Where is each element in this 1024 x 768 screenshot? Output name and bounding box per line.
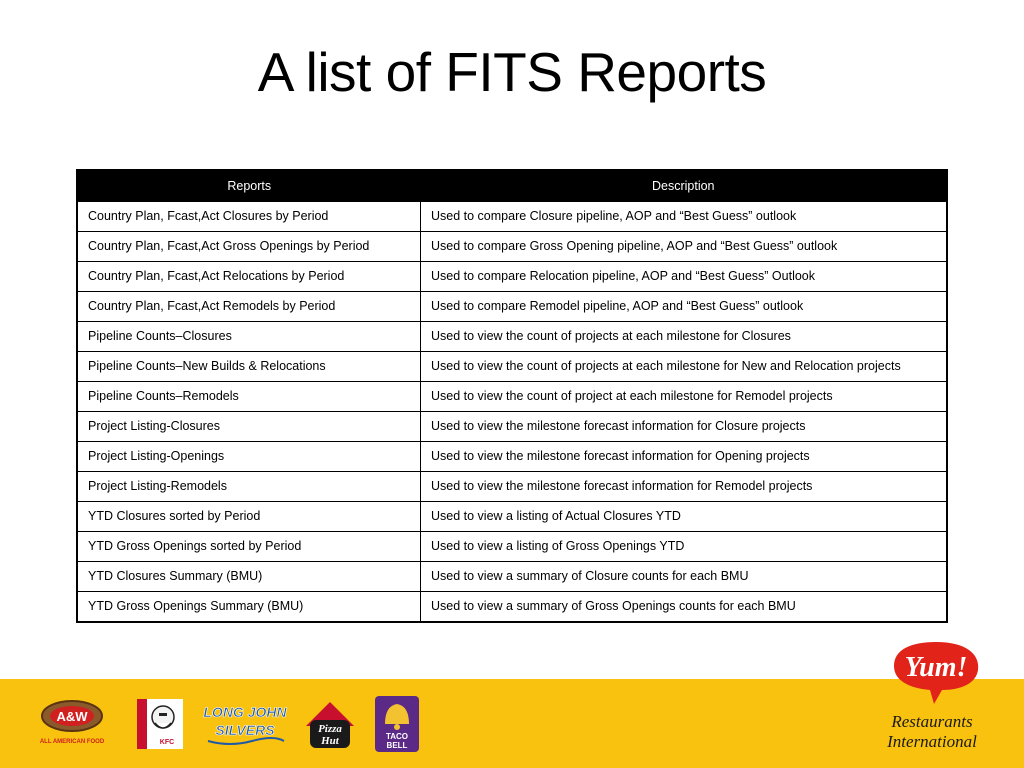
kfc-logo-stripe	[137, 699, 147, 749]
table-row	[77, 472, 947, 502]
aw-logo-subtext: ALL AMERICAN FOOD	[39, 739, 105, 745]
report-description: Used to view the count of project at each milestone for Remodel projects	[421, 382, 948, 412]
report-description: Used to view a listing of Actual Closures YTD	[421, 502, 948, 532]
report-description: Used to compare Closure pipeline, AOP and “Best Guess” outlook	[421, 202, 948, 232]
kfc-logo	[137, 699, 183, 749]
yum-caption-line1: Restaurants	[891, 712, 973, 731]
report-description: Used to compare Remodel pipeline, AOP and “Best Guess” outlook	[421, 292, 948, 322]
report-name: Country Plan, Fcast,Act Gross Openings by Period	[77, 232, 421, 262]
report-name: Country Plan, Fcast,Act Remodels by Period	[77, 292, 421, 322]
report-name: Pipeline Counts–New Builds & Relocations	[77, 352, 421, 382]
report-description: Used to view a listing of Gross Openings YTD	[421, 532, 948, 562]
ljs-logo-line2: SILVERS	[215, 722, 275, 738]
report-description: Used to view the milestone forecast information for Remodel projects	[421, 472, 948, 502]
kfc-colonel-glasses	[159, 713, 167, 716]
table-row	[77, 262, 947, 292]
ljs-wave-icon	[208, 738, 284, 744]
aw-logo	[30, 696, 120, 748]
report-description: Used to view the milestone forecast information for Opening projects	[421, 442, 948, 472]
pizza-hut-logo	[302, 696, 358, 752]
table-row	[77, 352, 947, 382]
table-row	[77, 592, 947, 623]
table-row	[77, 292, 947, 322]
report-name: Pipeline Counts–Closures	[77, 322, 421, 352]
table-row	[77, 442, 947, 472]
aw-logo-text: A&W	[56, 709, 88, 724]
report-description: Used to view a summary of Gross Openings counts for each BMU	[421, 592, 948, 623]
report-name: Country Plan, Fcast,Act Relocations by Period	[77, 262, 421, 292]
pizza-hut-line1: Pizza	[318, 723, 342, 735]
taco-bell-line1: TACO	[385, 732, 409, 741]
report-name: YTD Gross Openings sorted by Period	[77, 532, 421, 562]
table-row	[77, 232, 947, 262]
report-name: YTD Closures Summary (BMU)	[77, 562, 421, 592]
report-name: Pipeline Counts–Remodels	[77, 382, 421, 412]
column-header-reports: Reports	[77, 170, 421, 202]
yum-caption-line2: International	[887, 732, 977, 751]
table-row	[77, 322, 947, 352]
reports-table	[76, 169, 948, 623]
table-row	[77, 412, 947, 442]
yum-logo	[890, 638, 982, 708]
table-row	[77, 562, 947, 592]
pizza-hut-line2: Hut	[321, 735, 339, 747]
report-name: Project Listing-Remodels	[77, 472, 421, 502]
table-row	[77, 202, 947, 232]
ljs-logo-line1: LONG JOHN	[203, 704, 287, 720]
report-name: YTD Closures sorted by Period	[77, 502, 421, 532]
kfc-logo-text: KFC	[159, 739, 175, 746]
taco-bell-clapper	[394, 724, 400, 730]
table-row	[77, 382, 947, 412]
yum-caption	[876, 712, 988, 752]
report-description: Used to view a summary of Closure counts for each BMU	[421, 562, 948, 592]
table-row	[77, 502, 947, 532]
report-description: Used to compare Relocation pipeline, AOP and “Best Guess” Outlook	[421, 262, 948, 292]
report-description: Used to view the count of projects at each milestone for Closures	[421, 322, 948, 352]
yum-brand-text: Yum!	[904, 652, 968, 683]
page-title: A list of FITS Reports	[257, 41, 767, 103]
table-row	[77, 532, 947, 562]
report-name: Project Listing-Closures	[77, 412, 421, 442]
report-description: Used to view the milestone forecast information for Closure projects	[421, 412, 948, 442]
report-description: Used to view the count of projects at each milestone for New and Relocation projects	[421, 352, 948, 382]
ljs-logo	[200, 697, 290, 749]
report-name: Project Listing-Openings	[77, 442, 421, 472]
report-name: YTD Gross Openings Summary (BMU)	[77, 592, 421, 623]
taco-bell-line2: BELL	[386, 741, 408, 750]
taco-bell-logo	[375, 696, 419, 752]
report-name: Country Plan, Fcast,Act Closures by Period	[77, 202, 421, 232]
column-header-description: Description	[421, 170, 948, 202]
table-header-row	[77, 170, 947, 202]
report-description: Used to compare Gross Opening pipeline, AOP and “Best Guess” outlook	[421, 232, 948, 262]
